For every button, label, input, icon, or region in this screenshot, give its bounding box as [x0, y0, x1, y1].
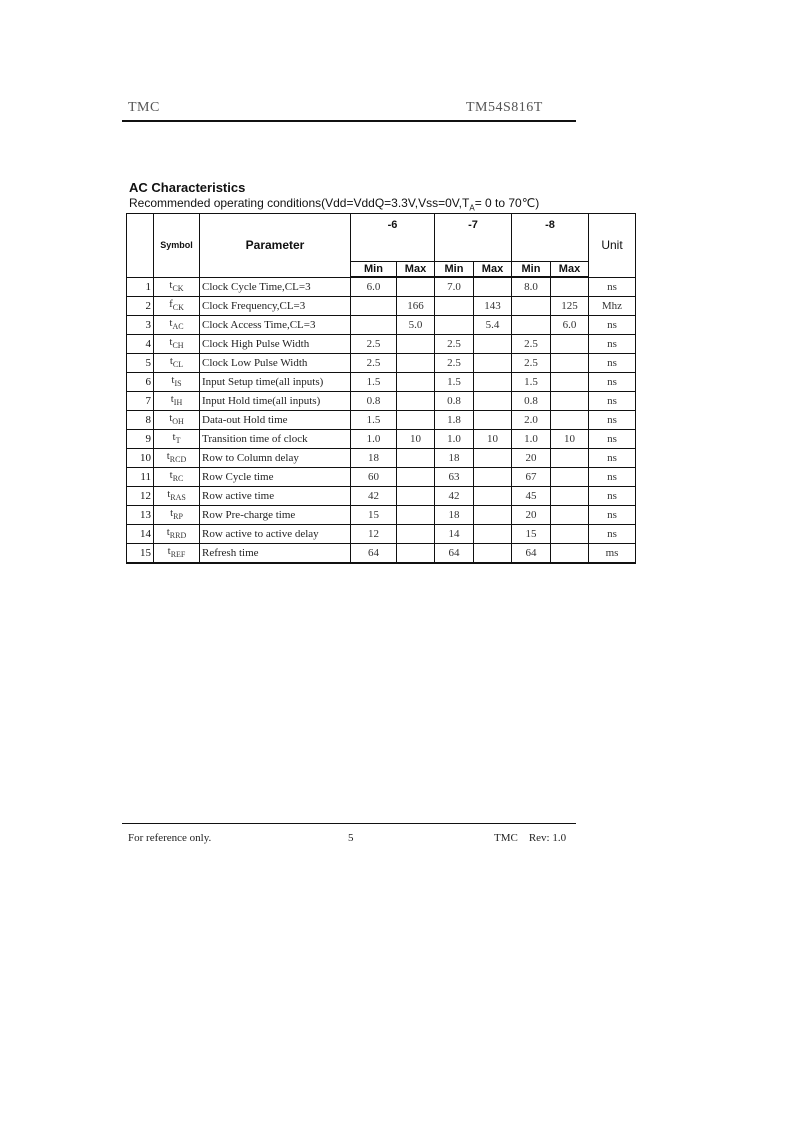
symbol-base: t [166, 525, 170, 538]
row-unit: ns [589, 334, 636, 353]
header-rule [122, 120, 576, 122]
row-index: 7 [127, 391, 154, 410]
value-max-6 [397, 467, 435, 486]
header-parameter: Parameter [200, 214, 351, 278]
symbol-subscript: IS [174, 378, 182, 388]
value-max-6 [397, 486, 435, 505]
symbol-base: t [170, 392, 174, 405]
value-max-6 [397, 410, 435, 429]
row-parameter: Clock Access Time,CL=3 [200, 315, 351, 334]
value-min-7: 7.0 [435, 277, 474, 296]
row-unit: ns [589, 315, 636, 334]
table-row [127, 353, 636, 372]
symbol-base: t [169, 335, 173, 348]
value-min-7: 18 [435, 505, 474, 524]
header-symbol: Symbol [154, 214, 200, 278]
row-symbol [154, 448, 200, 467]
table-row [127, 277, 636, 296]
row-index: 1 [127, 277, 154, 296]
page-number: 5 [348, 832, 354, 844]
symbol-base: f [169, 297, 173, 310]
row-symbol [154, 372, 200, 391]
value-max-7 [474, 505, 512, 524]
header-unit: Unit [589, 214, 636, 278]
value-max-6 [397, 391, 435, 410]
symbol-subscript: IH [173, 397, 183, 407]
row-parameter: Clock Cycle Time,CL=3 [200, 277, 351, 296]
row-parameter: Row Cycle time [200, 467, 351, 486]
value-min-7: 64 [435, 543, 474, 563]
row-symbol [154, 543, 200, 563]
symbol-subscript: AC [172, 321, 184, 331]
value-max-7 [474, 334, 512, 353]
header-max: Max [551, 262, 589, 278]
value-min-8: 20 [512, 448, 551, 467]
table-row [127, 429, 636, 448]
table-header-row [127, 214, 636, 262]
row-parameter: Row to Column delay [200, 448, 351, 467]
header-min: Min [512, 262, 551, 278]
row-symbol [154, 315, 200, 334]
footer-note: For reference only. [128, 832, 212, 844]
value-max-8 [551, 543, 589, 563]
value-max-7 [474, 543, 512, 563]
row-symbol [154, 429, 200, 448]
value-min-6: 64 [351, 543, 397, 563]
symbol-subscript: RP [173, 511, 183, 521]
table-row [127, 372, 636, 391]
value-min-8: 2.0 [512, 410, 551, 429]
value-min-8: 20 [512, 505, 551, 524]
value-min-6: 18 [351, 448, 397, 467]
row-unit: ns [589, 372, 636, 391]
value-min-6: 60 [351, 467, 397, 486]
row-index: 11 [127, 467, 154, 486]
row-unit: ns [589, 410, 636, 429]
value-min-7: 1.5 [435, 372, 474, 391]
value-max-8 [551, 448, 589, 467]
value-min-8: 1.0 [512, 429, 551, 448]
symbol-base: t [167, 487, 171, 500]
value-min-6: 1.5 [351, 410, 397, 429]
value-min-8: 2.5 [512, 334, 551, 353]
row-parameter: Input Hold time(all inputs) [200, 391, 351, 410]
value-max-7 [474, 353, 512, 372]
operating-conditions [129, 196, 539, 212]
conditions-text: Recommended operating conditions(Vdd=VddQ=3.3V,Vss=0V,T [129, 196, 470, 210]
value-max-7: 143 [474, 296, 512, 315]
row-parameter: Transition time of clock [200, 429, 351, 448]
value-min-6 [351, 296, 397, 315]
value-min-6: 1.5 [351, 372, 397, 391]
row-index: 15 [127, 543, 154, 563]
value-min-7: 2.5 [435, 353, 474, 372]
header-grade-7: -7 [435, 214, 512, 262]
value-min-6: 42 [351, 486, 397, 505]
value-max-8 [551, 353, 589, 372]
value-max-7: 10 [474, 429, 512, 448]
row-index: 2 [127, 296, 154, 315]
row-parameter: Row active to active delay [200, 524, 351, 543]
value-min-6: 0.8 [351, 391, 397, 410]
header-brand: TMC [128, 100, 160, 115]
value-max-8: 6.0 [551, 315, 589, 334]
symbol-subscript: T [175, 435, 181, 445]
value-min-6: 12 [351, 524, 397, 543]
table-row [127, 448, 636, 467]
value-max-8 [551, 391, 589, 410]
value-max-6 [397, 505, 435, 524]
value-max-6 [397, 353, 435, 372]
value-max-6 [397, 448, 435, 467]
value-max-8 [551, 467, 589, 486]
symbol-subscript: CL [172, 359, 184, 369]
value-min-7 [435, 315, 474, 334]
value-max-8 [551, 505, 589, 524]
value-max-8 [551, 524, 589, 543]
value-min-7: 2.5 [435, 334, 474, 353]
symbol-base: t [167, 544, 171, 557]
footer-revision: TMC Rev: 1.0 [494, 832, 567, 844]
value-max-8 [551, 486, 589, 505]
table-row [127, 410, 636, 429]
value-max-6 [397, 277, 435, 296]
value-max-6 [397, 543, 435, 563]
row-parameter: Row active time [200, 486, 351, 505]
table-row [127, 315, 636, 334]
row-symbol [154, 467, 200, 486]
value-max-7 [474, 277, 512, 296]
row-index: 4 [127, 334, 154, 353]
symbol-subscript: RRD [169, 530, 187, 540]
row-parameter: Row Pre-charge time [200, 505, 351, 524]
value-max-7 [474, 467, 512, 486]
ac-characteristics-table [126, 213, 636, 564]
row-symbol [154, 524, 200, 543]
value-min-6 [351, 315, 397, 334]
row-index: 13 [127, 505, 154, 524]
value-min-7: 42 [435, 486, 474, 505]
value-min-8 [512, 315, 551, 334]
value-min-7: 0.8 [435, 391, 474, 410]
symbol-base: t [169, 354, 173, 367]
value-min-6: 15 [351, 505, 397, 524]
value-max-6: 166 [397, 296, 435, 315]
value-max-7 [474, 410, 512, 429]
value-min-7: 1.8 [435, 410, 474, 429]
row-symbol [154, 334, 200, 353]
value-min-8: 0.8 [512, 391, 551, 410]
symbol-subscript: RCD [169, 454, 187, 464]
value-max-7 [474, 448, 512, 467]
value-max-8 [551, 372, 589, 391]
row-index: 14 [127, 524, 154, 543]
value-min-8 [512, 296, 551, 315]
value-max-8 [551, 410, 589, 429]
symbol-subscript: CH [172, 340, 184, 350]
symbol-subscript: CK [172, 283, 184, 293]
row-unit: ns [589, 467, 636, 486]
value-min-8: 2.5 [512, 353, 551, 372]
symbol-subscript: CK [172, 302, 184, 312]
row-index: 3 [127, 315, 154, 334]
value-min-6: 2.5 [351, 353, 397, 372]
symbol-base: t [169, 411, 173, 424]
symbol-subscript: OH [172, 416, 184, 426]
value-max-6: 10 [397, 429, 435, 448]
row-symbol [154, 296, 200, 315]
table-row [127, 467, 636, 486]
header-part-number: TM54S816T [466, 100, 543, 115]
row-parameter: Refresh time [200, 543, 351, 563]
row-symbol [154, 353, 200, 372]
value-max-8: 125 [551, 296, 589, 315]
value-max-7 [474, 391, 512, 410]
value-min-7: 63 [435, 467, 474, 486]
section-title: AC Characteristics [129, 180, 246, 195]
symbol-subscript: REF [170, 549, 186, 559]
value-min-7: 18 [435, 448, 474, 467]
header-min: Min [351, 262, 397, 278]
symbol-base: t [166, 449, 170, 462]
header-max: Max [397, 262, 435, 278]
value-max-8 [551, 277, 589, 296]
row-index: 8 [127, 410, 154, 429]
value-min-6: 2.5 [351, 334, 397, 353]
row-unit: ns [589, 486, 636, 505]
row-symbol [154, 505, 200, 524]
row-symbol [154, 486, 200, 505]
value-max-6 [397, 372, 435, 391]
row-parameter: Clock Frequency,CL=3 [200, 296, 351, 315]
value-min-8: 45 [512, 486, 551, 505]
table-row [127, 505, 636, 524]
symbol-subscript: RAS [170, 492, 186, 502]
row-unit: ms [589, 543, 636, 563]
symbol-base: t [172, 430, 176, 443]
row-symbol [154, 391, 200, 410]
value-min-7 [435, 296, 474, 315]
row-unit: ns [589, 448, 636, 467]
table-row [127, 486, 636, 505]
value-min-8: 1.5 [512, 372, 551, 391]
row-symbol [154, 410, 200, 429]
row-index: 5 [127, 353, 154, 372]
symbol-base: t [169, 468, 173, 481]
row-unit: Mhz [589, 296, 636, 315]
value-max-6: 5.0 [397, 315, 435, 334]
value-max-6 [397, 334, 435, 353]
value-min-8: 8.0 [512, 277, 551, 296]
value-max-8 [551, 334, 589, 353]
symbol-base: t [169, 278, 173, 291]
value-max-7 [474, 524, 512, 543]
header-grade-8: -8 [512, 214, 589, 262]
value-max-7 [474, 372, 512, 391]
row-index: 9 [127, 429, 154, 448]
table-row [127, 296, 636, 315]
row-unit: ns [589, 353, 636, 372]
row-parameter: Input Setup time(all inputs) [200, 372, 351, 391]
row-parameter: Data-out Hold time [200, 410, 351, 429]
footer-rule [122, 823, 576, 824]
conditions-text-tail: = 0 to 70℃) [474, 196, 540, 210]
value-min-7: 14 [435, 524, 474, 543]
header-min: Min [435, 262, 474, 278]
value-min-7: 1.0 [435, 429, 474, 448]
header-grade-6: -6 [351, 214, 435, 262]
row-unit: ns [589, 277, 636, 296]
value-min-6: 1.0 [351, 429, 397, 448]
row-unit: ns [589, 391, 636, 410]
header-max: Max [474, 262, 512, 278]
symbol-base: t [170, 506, 174, 519]
table-row [127, 391, 636, 410]
value-min-6: 6.0 [351, 277, 397, 296]
row-index: 12 [127, 486, 154, 505]
symbol-base: t [169, 316, 173, 329]
row-unit: ns [589, 505, 636, 524]
row-index: 6 [127, 372, 154, 391]
value-max-8: 10 [551, 429, 589, 448]
value-max-6 [397, 524, 435, 543]
value-min-8: 67 [512, 467, 551, 486]
value-min-8: 64 [512, 543, 551, 563]
value-max-7: 5.4 [474, 315, 512, 334]
value-max-7 [474, 486, 512, 505]
symbol-base: t [171, 373, 175, 386]
table-row [127, 524, 636, 543]
header-index-cell [127, 214, 154, 278]
row-parameter: Clock High Pulse Width [200, 334, 351, 353]
value-min-8: 15 [512, 524, 551, 543]
conditions-subscript: A [469, 203, 475, 213]
row-unit: ns [589, 524, 636, 543]
row-symbol [154, 277, 200, 296]
row-index: 10 [127, 448, 154, 467]
symbol-subscript: RC [172, 473, 184, 483]
row-parameter: Clock Low Pulse Width [200, 353, 351, 372]
table-row [127, 334, 636, 353]
table-row [127, 543, 636, 563]
row-unit: ns [589, 429, 636, 448]
